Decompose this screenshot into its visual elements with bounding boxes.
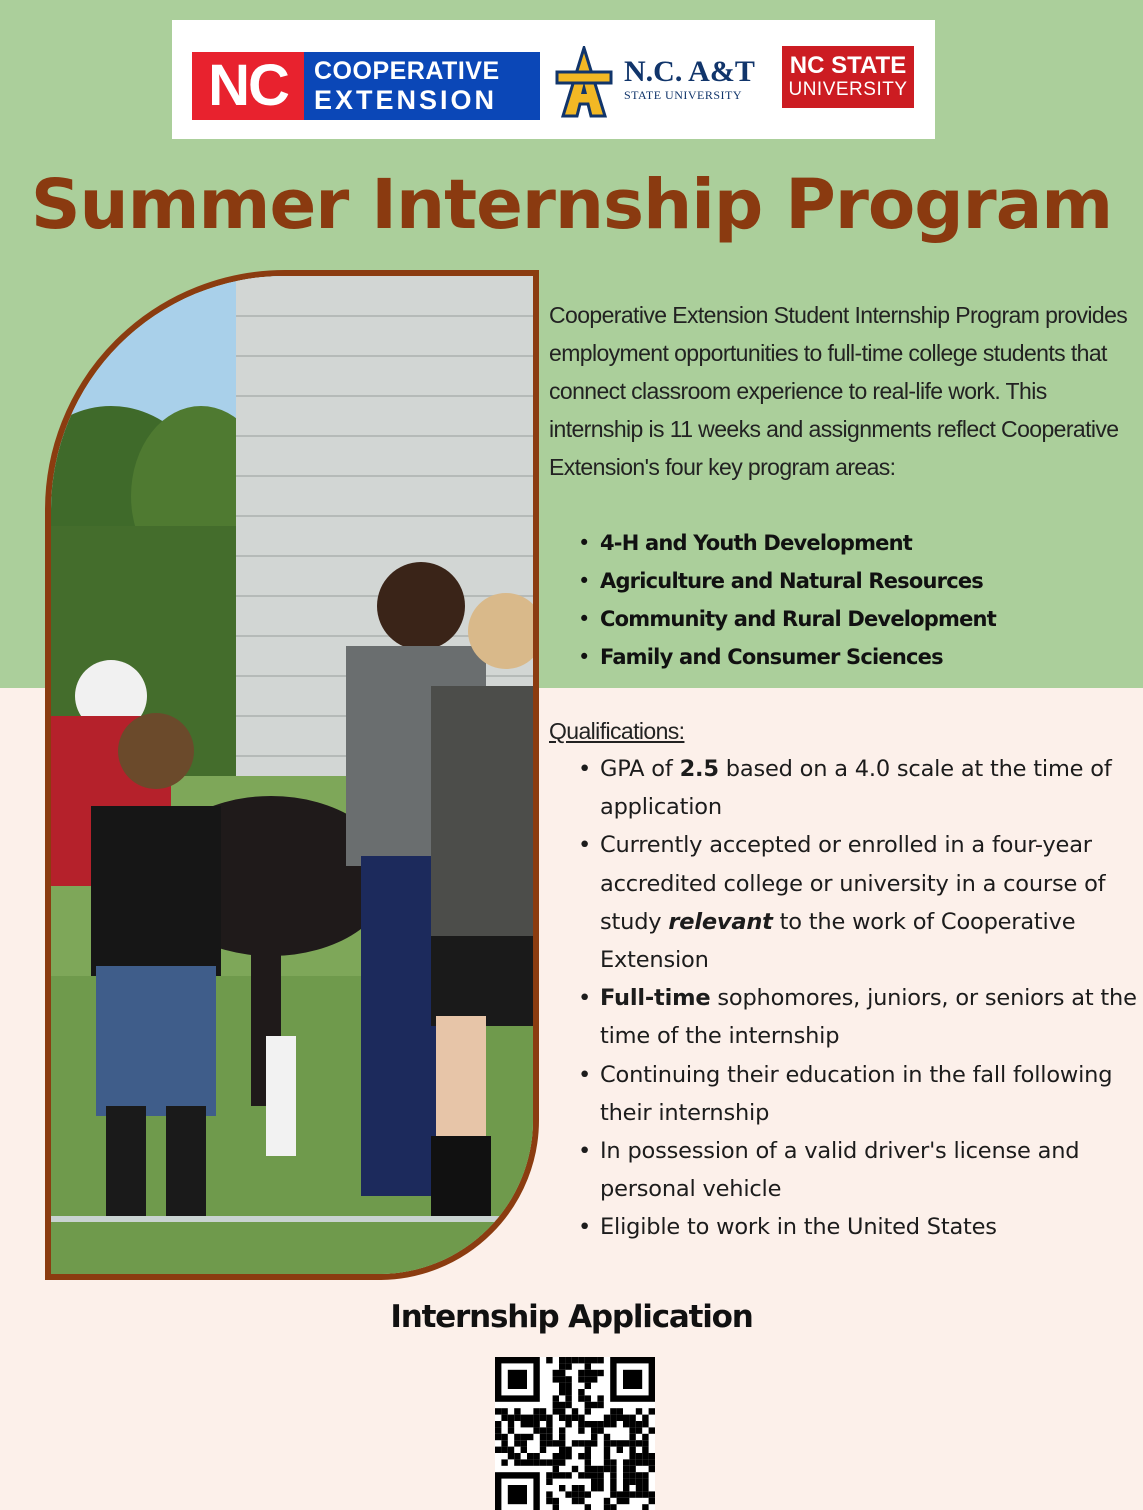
program-area-item: • Family and Consumer Sciences: [578, 638, 1118, 676]
partner-logo-bar: [172, 20, 935, 139]
nc-logo-line2: EXTENSION: [314, 85, 498, 115]
qualification-license: • In possession of a valid driver's license and personal vehicle: [578, 1132, 1138, 1208]
ncstate-line2: UNIVERSITY: [788, 79, 908, 100]
qr-code-icon: [495, 1357, 655, 1510]
qualification-gpa: • GPA of 2.5 based on a 4.0 scale at the time of application: [578, 750, 1138, 826]
qualifications-list: [578, 750, 1138, 1247]
program-description: Cooperative Extension Student Internship Program provides employment opportunities to full-time college students that connect classroom experience to real-life work. This internship is 11 weeks and assignments reflect Cooperative Extension's four key program areas:: [549, 302, 1128, 480]
farm-scene-illustration: [51, 276, 533, 1274]
nc-state-university-logo[interactable]: [782, 46, 914, 108]
nc-cooperative-extension-logo[interactable]: [192, 52, 540, 120]
program-area-item: • 4-H and Youth Development: [578, 524, 1118, 562]
aggie-a-logo-icon: [555, 46, 613, 118]
ncat-sub: STATE UNIVERSITY: [624, 88, 743, 102]
nc-logo-line1: COOPERATIVE: [314, 57, 500, 85]
interns-photo: [45, 270, 539, 1280]
qualification-eligibility: • Eligible to work in the United States: [578, 1208, 1138, 1246]
nc-logo-abbr: NC: [192, 52, 304, 120]
qualification-continuing: • Continuing their education in the fall following their internship: [578, 1056, 1138, 1132]
page-title: Summer Internship Program: [30, 165, 1113, 245]
program-area-item: • Agriculture and Natural Resources: [578, 562, 1118, 600]
qualification-enrollment: • Currently accepted or enrolled in a four-year accredited college or university in a course of study relevant to the work of Cooperative Extension: [578, 826, 1138, 979]
ncat-logo-text[interactable]: [624, 56, 766, 102]
program-area-item: • Community and Rural Development: [578, 600, 1118, 638]
ncstate-line1: NC STATE: [789, 52, 907, 79]
ncat-name: N.C. A&T: [624, 55, 755, 88]
application-qr-code[interactable]: [495, 1357, 655, 1510]
program-areas-list: [578, 524, 1118, 676]
qualification-full-time: • Full-time sophomores, juniors, or seniors at the time of the internship: [578, 979, 1138, 1055]
qualifications-heading: Qualifications:: [549, 718, 685, 744]
application-heading: Internship Application: [390, 1299, 753, 1335]
